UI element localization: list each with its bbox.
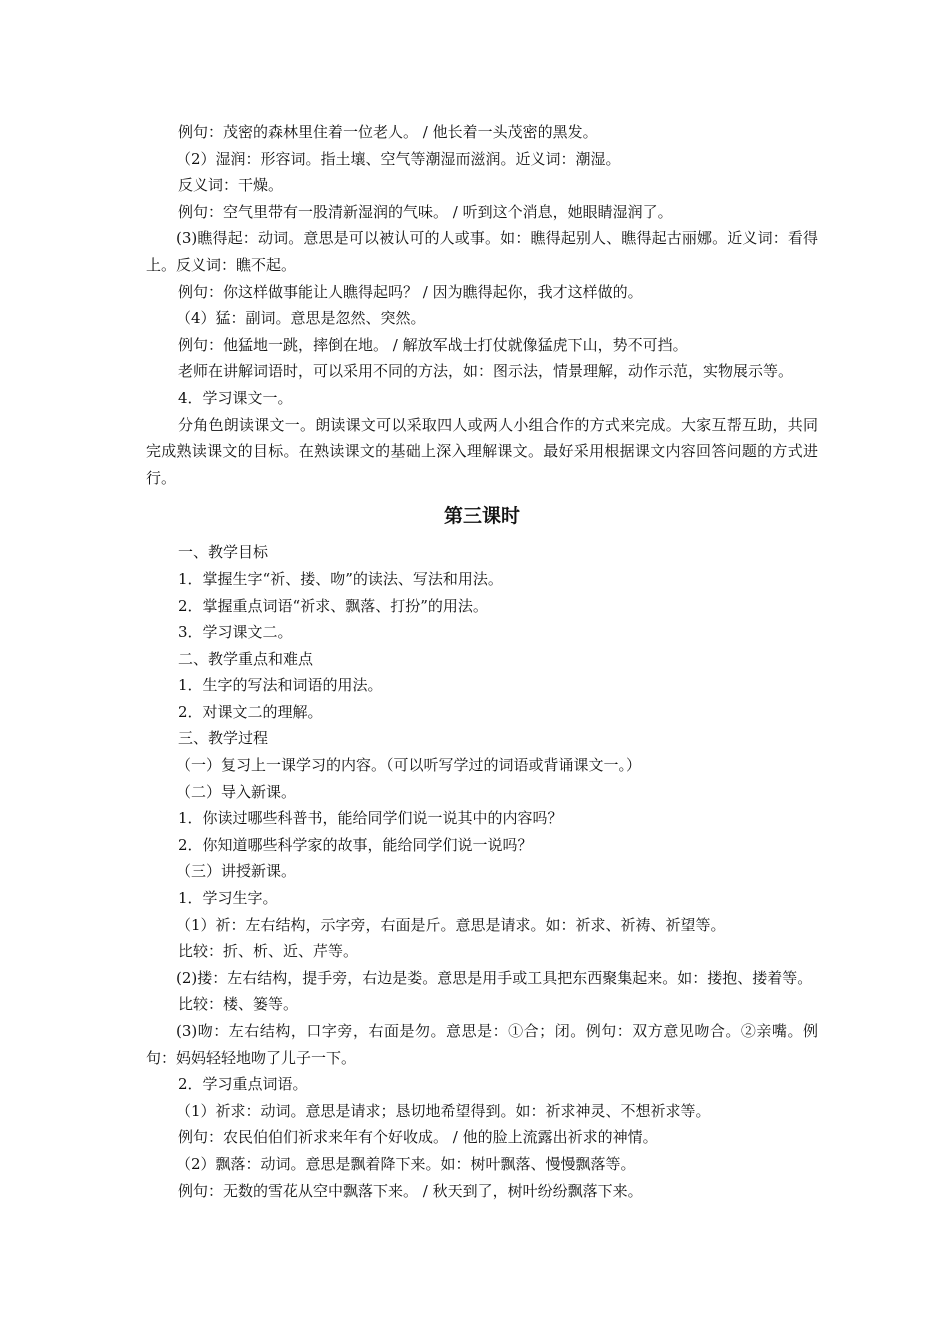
paragraph: （二）导入新课。 bbox=[176, 782, 297, 801]
paragraph: 二、教学重点和难点 bbox=[178, 649, 314, 668]
paragraph: （4）猛：副词。意思是忽然、突然。 bbox=[176, 309, 426, 328]
paragraph: (3)瞧得起：动词。意思是可以被认可的人或事。如：瞧得起别人、瞧得起古丽娜。近义词：看得上。反义词：瞧不起。 bbox=[146, 229, 818, 274]
paragraph: （2）湿润：形容词。指土壤、空气等潮湿而滋润。近义词：潮湿。 bbox=[176, 149, 621, 168]
paragraph: 3．学习课文二。 bbox=[178, 623, 293, 642]
paragraph: 比较：楼、篓等。 bbox=[178, 995, 299, 1014]
paragraph: (3)吻：左右结构，口字旁，右面是勿。意思是：①合；闭。例句：双方意见吻合。②亲嘴。例句：妈妈轻轻地吻了儿子一下。 bbox=[146, 1022, 818, 1067]
paragraph: (2)搂：左右结构，提手旁，右边是娄。意思是用手或工具把东西聚集起来。如：搂抱、搂着等。 bbox=[176, 968, 813, 987]
paragraph: 分角色朗读课文一。朗读课文可以采取四人或两人小组合作的方式来完成。大家互帮互助，共同完成熟读课文的目标。在熟读课文的基础上深入理解课文。最好采用根据课文内容回答问题的方式进行。 bbox=[146, 415, 818, 487]
paragraph: 老师在讲解词语时，可以采用不同的方法，如：图示法，情景理解，动作示范，实物展示等。 bbox=[178, 362, 794, 381]
paragraph: 例句：农民伯伯们祈求来年有个好收成。 / 他的脸上流露出祈求的神情。 bbox=[178, 1128, 658, 1147]
paragraph: 1．生字的写法和词语的用法。 bbox=[178, 676, 383, 695]
paragraph: 4．学习课文一。 bbox=[178, 388, 293, 407]
paragraph: 比较：折、析、近、芹等。 bbox=[178, 942, 359, 961]
paragraph: 例句：无数的雪花从空中飘落下来。 / 秋天到了，树叶纷纷飘落下来。 bbox=[178, 1181, 643, 1200]
paragraph: 1．你读过哪些科普书，能给同学们说一说其中的内容吗？ bbox=[178, 809, 563, 828]
paragraph: 1．学习生字。 bbox=[178, 889, 278, 908]
paragraph: （2）飘落：动词。意思是飘着降下来。如：树叶飘落、慢慢飘落等。 bbox=[176, 1154, 636, 1173]
paragraph: 2．掌握重点词语“祈求、飘落、打扮”的用法。 bbox=[178, 596, 488, 615]
paragraph: （一）复习上一课学习的内容。（可以听写学过的词语或背诵课文一。） bbox=[176, 756, 642, 775]
paragraph: （1）祈求：动词。意思是请求；恳切地希望得到。如：祈求神灵、不想祈求等。 bbox=[176, 1101, 711, 1120]
paragraph: 三、教学过程 bbox=[178, 729, 269, 748]
paragraph: 2．学习重点词语。 bbox=[178, 1075, 308, 1094]
paragraph: （三）讲授新课。 bbox=[176, 862, 297, 881]
section-title: 第三课时 bbox=[443, 505, 520, 528]
paragraph: 2．对课文二的理解。 bbox=[178, 702, 323, 721]
paragraph: 反义词：干燥。 bbox=[178, 176, 284, 195]
paragraph: 例句：你这样做事能让人瞧得起吗？ / 因为瞧得起你，我才这样做的。 bbox=[178, 282, 643, 301]
paragraph: 例句：茂密的森林里住着一位老人。 / 他长着一头茂密的黑发。 bbox=[178, 123, 598, 141]
paragraph: 一、教学目标 bbox=[178, 543, 269, 562]
paragraph: 例句：空气里带有一股清新湿润的气味。 / 听到这个消息，她眼睛湿润了。 bbox=[178, 202, 673, 221]
paragraph: （1）祈：左右结构，示字旁，右面是斤。意思是请求。如：祈求、祈祷、祈望等。 bbox=[176, 915, 726, 934]
paragraph: 2．你知道哪些科学家的故事，能给同学们说一说吗？ bbox=[178, 835, 533, 854]
paragraph: 例句：他猛地一跳，摔倒在地。 / 解放军战士打仗就像猛虎下山，势不可挡。 bbox=[178, 335, 688, 354]
paragraph: 1．掌握生字“祈、搂、吻”的读法、写法和用法。 bbox=[178, 569, 503, 588]
